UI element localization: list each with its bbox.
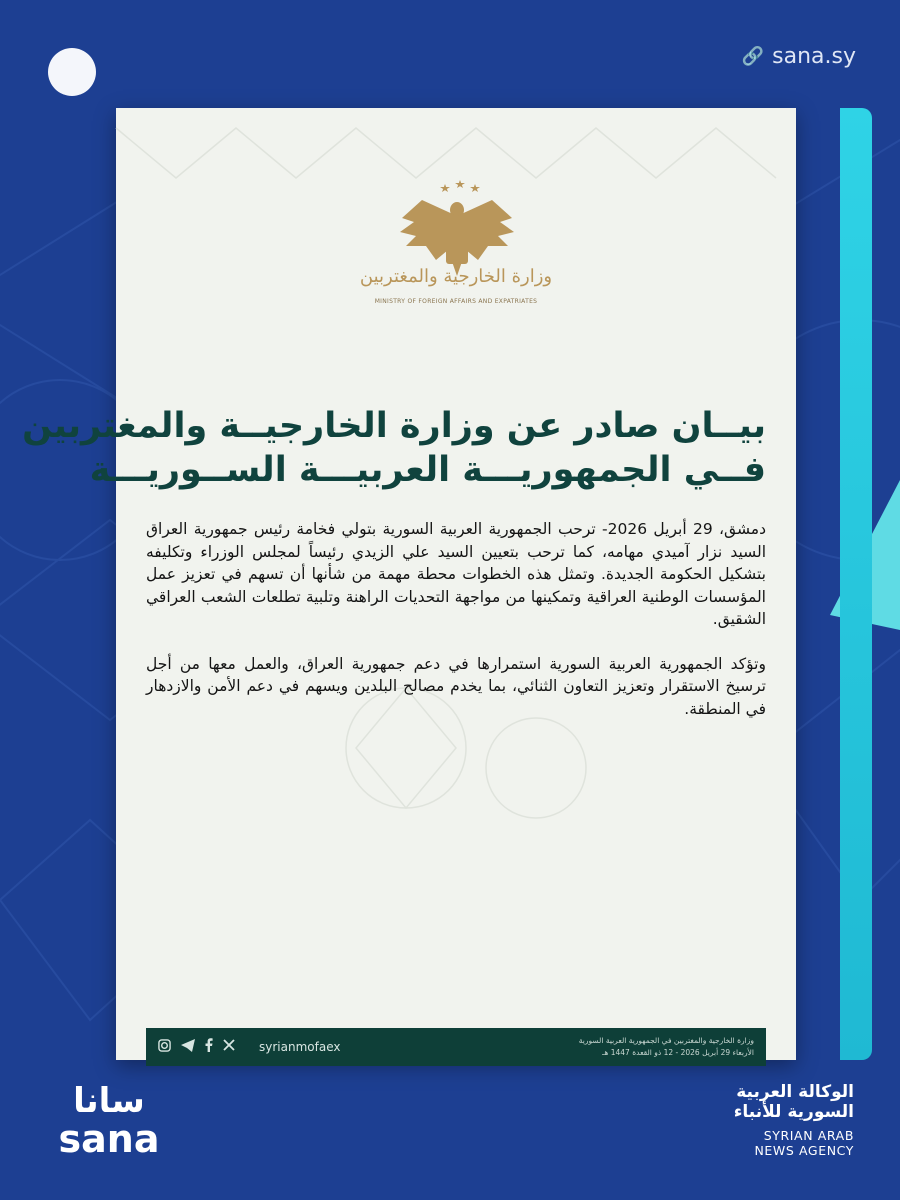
site-link[interactable] [742, 44, 856, 69]
card-footer [146, 1028, 766, 1066]
agency-name [734, 1082, 854, 1158]
statement-body [146, 518, 766, 742]
ministry-name-english: MINISTRY OF FOREIGN AFFAIRS AND EXPATRIATES [374, 298, 538, 305]
agency-arabic-line-1: الوكالة العربية [736, 1082, 854, 1102]
sana-logo-latin: sana [58, 1117, 160, 1161]
footer-date-line: الأربعاء 29 أبريل 2026 - 12 ذو القعدة 1447 هـ [602, 1048, 754, 1057]
sana-logo-arabic: سانا [73, 1081, 145, 1121]
footer-ministry-line: وزارة الخارجية والمغتربين في الجمهورية العربية السورية [578, 1036, 754, 1045]
title-line-1: بيــان صادر عن وزارة الخارجيــة والمغتربين [22, 406, 766, 446]
agency-english-line-1: SYRIAN ARAB [763, 1128, 854, 1143]
instagram-icon[interactable] [158, 1039, 171, 1056]
statement-title [22, 404, 766, 492]
footer-info [579, 1035, 754, 1059]
sana-logo [44, 1080, 174, 1160]
facebook-icon[interactable] [205, 1038, 213, 1056]
paragraph-1: دمشق، 29 أبريل 2026- ترحب الجمهورية العربية السورية بتولي فخامة رئيس جمهورية العراق السيد نزار آميدي مهامه، كما ترحب بتعيين السيد علي الزيدي رئيساً لمجلس الوزراء وتكليفه بتشكيل الحكومة الجديدة. وتمثل هذه الخطوات محطة مهمة من شأنها أن تسهم في تعزيز عمل المؤسسات الوطنية العراقية وتمكينها من مواجهة التحديات الراهنة وتلبية تطلعات الشعب العراقي الشقيق. [146, 520, 767, 628]
paragraph-2: وتؤكد الجمهورية العربية السورية استمرارها في دعم جمهورية العراق، والعمل معها من أجل ترسيخ الاستقرار وتعزيز التعاون الثنائي، بما يخدم مصالح البلدين ويسهم في دعم الأمن والازدهار في المنطقة. [146, 654, 766, 718]
eagle-emblem-icon [392, 180, 522, 310]
ministry-name-arabic: وزارة الخارجية والمغتربين [359, 266, 553, 287]
link-icon: 🔗 [741, 46, 765, 67]
decorative-circle [48, 48, 96, 96]
statement-card [22, 108, 796, 1060]
social-links [158, 1038, 340, 1056]
agency-english-line-2: NEWS AGENCY [754, 1143, 854, 1158]
agency-arabic-line-2: السورية للأنباء [733, 1102, 854, 1122]
social-handle[interactable]: syrianmofaex [259, 1040, 341, 1054]
site-url: sana.sy [772, 44, 856, 69]
telegram-icon[interactable] [181, 1039, 195, 1056]
teal-accent-band [840, 108, 872, 1060]
title-line-2: فــي الجمهوريـــة العربيـــة الســوريـــة [89, 450, 766, 490]
x-icon[interactable] [223, 1039, 235, 1055]
